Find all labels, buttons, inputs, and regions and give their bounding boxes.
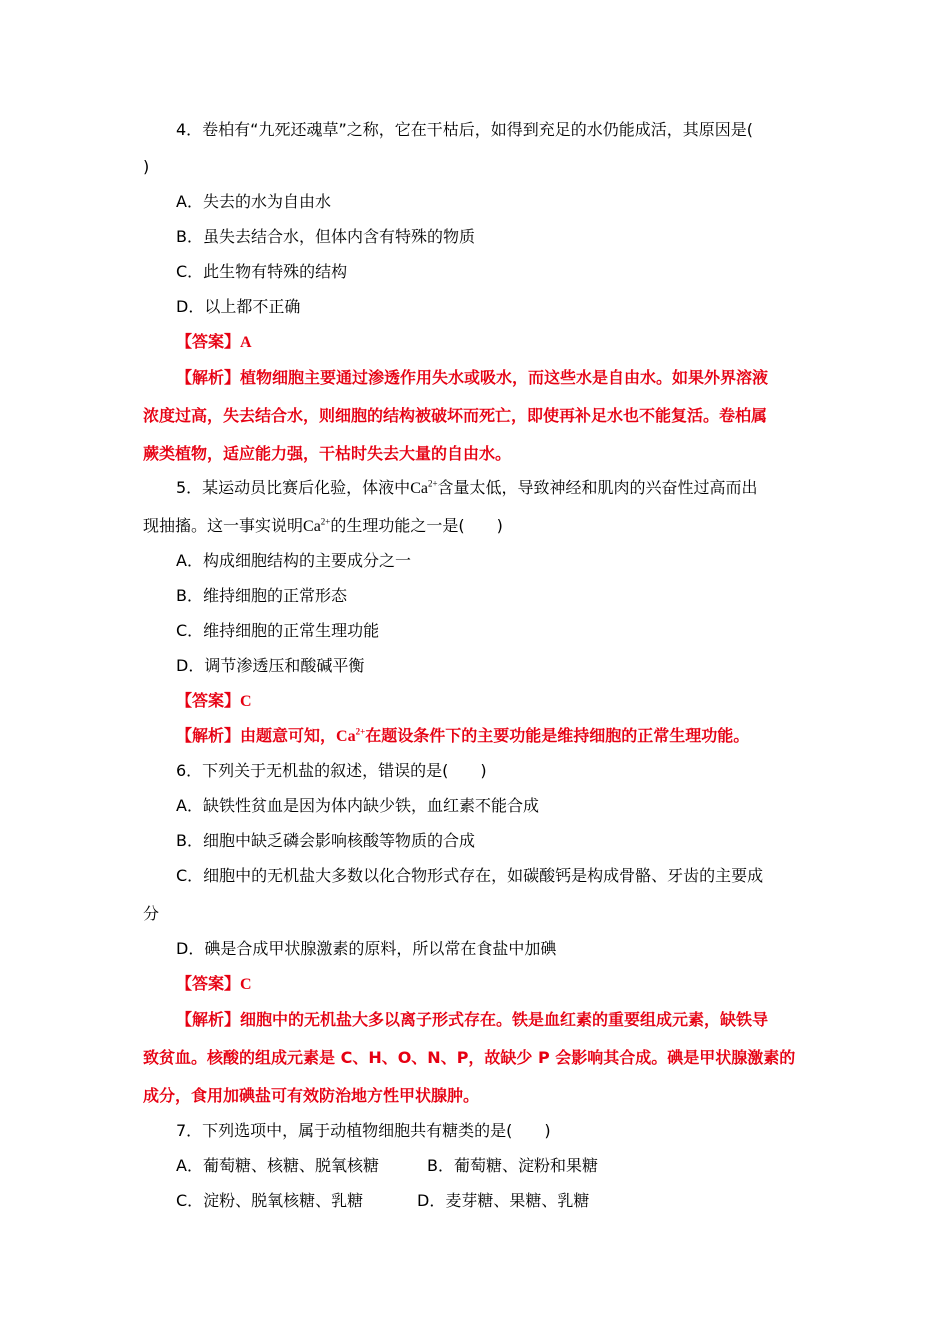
q6-stem: 6．下列关于无机盐的叙述，错误的是( ) — [176, 761, 487, 780]
q6-answer — [176, 974, 252, 995]
q5-stem-text: 的生理功能之一是( ) — [330, 516, 503, 535]
q7-option-c: C．淀粉、脱氧核糖、乳糖 — [176, 1191, 364, 1210]
explanation-text: 细胞中的无机盐大多以离子形式存在。铁是血红素的重要组成元素，缺铁导 — [240, 1010, 769, 1029]
ion-charge: 2+ — [320, 516, 331, 527]
answer-label: 【答案】 — [176, 332, 241, 351]
answer-label: 【答案】 — [176, 974, 241, 993]
explanation-text: 由题意可知， — [240, 726, 337, 745]
answer-value: C — [240, 976, 252, 993]
q5-option-d: D．调节渗透压和酸碱平衡 — [176, 656, 365, 675]
answer-value: A — [240, 334, 252, 351]
q7-options-row2 — [176, 1191, 736, 1211]
q4-option-a: A．失去的水为自由水 — [176, 192, 331, 211]
q4-option-d: D．以上都不正确 — [176, 297, 301, 316]
q6-option-c: C．细胞中的无机盐大多数以化合物形式存在，如碳酸钙是构成骨骼、牙齿的主要成 — [176, 866, 764, 885]
answer-value: C — [240, 693, 252, 710]
q4-explanation — [176, 368, 768, 388]
ion-symbol: Ca — [336, 728, 356, 745]
q6-option-a: A．缺铁性贫血是因为体内缺少铁，血红素不能合成 — [176, 796, 539, 815]
q5-stem-text: 现抽搐。这一事实说明 — [143, 516, 304, 535]
q6-option-b: B．细胞中缺乏磷会影响核酸等物质的合成 — [176, 831, 475, 850]
ion-charge: 2+ — [355, 726, 366, 737]
explanation-label: 【解析】 — [176, 368, 241, 387]
q5-answer — [176, 691, 252, 712]
explanation-label: 【解析】 — [176, 726, 241, 745]
q5-stem-text: 含量太低，导致神经和肌肉的兴奋性过高而出 — [437, 478, 758, 497]
q5-explanation — [176, 726, 749, 747]
ion-symbol: Ca — [410, 480, 428, 497]
ion-charge: 2+ — [427, 478, 438, 489]
q4-answer — [176, 332, 252, 353]
q6-explanation-line3: 成分，食用加碘盐可有效防治地方性甲状腺肿。 — [143, 1086, 480, 1105]
explanation-text: 在题设条件下的主要功能是维持细胞的正常生理功能。 — [365, 726, 750, 745]
explanation-label: 【解析】 — [176, 1010, 241, 1029]
q4-option-c: C．此生物有特殊的结构 — [176, 262, 348, 281]
q5-option-a: A．构成细胞结构的主要成分之一 — [176, 551, 411, 570]
q5-stem-text: 5．某运动员比赛后化验，体液中 — [176, 478, 411, 497]
q7-stem: 7．下列选项中，属于动植物细胞共有糖类的是( ) — [176, 1121, 551, 1140]
q5-option-b: B．维持细胞的正常形态 — [176, 586, 347, 605]
q7-option-a: A．葡萄糖、核糖、脱氧核糖 — [176, 1156, 379, 1175]
explanation-text: 植物细胞主要通过渗透作用失水或吸水，而这些水是自由水。如果外界溶液 — [240, 368, 769, 387]
q5-stem — [176, 478, 758, 499]
ion-symbol: Ca — [303, 518, 321, 535]
q6-option-c-cont: 分 — [143, 904, 160, 923]
q4-explanation-line2: 浓度过高，失去结合水，则细胞的结构被破坏而死亡，即使再补足水也不能复活。卷柏属 — [143, 406, 768, 425]
q4-stem-cont: ) — [143, 157, 150, 176]
q4-stem: 4．卷柏有“九死还魂草”之称，它在干枯后，如得到充足的水仍能成活，其原因是( — [176, 120, 754, 139]
q7-option-b: B．葡萄糖、淀粉和果糖 — [427, 1156, 598, 1175]
q6-explanation-line2: 致贫血。核酸的组成元素是 C、H、O、N、P，故缺少 P 会影响其合成。碘是甲状腺激素的 — [143, 1048, 796, 1067]
q4-option-b: B．虽失去结合水，但体内含有特殊的物质 — [176, 227, 475, 246]
q5-stem-cont — [143, 516, 503, 537]
q5-option-c: C．维持细胞的正常生理功能 — [176, 621, 380, 640]
q4-explanation-line3: 蕨类植物，适应能力强，干枯时失去大量的自由水。 — [143, 444, 512, 463]
q7-options-row1 — [176, 1156, 736, 1176]
answer-label: 【答案】 — [176, 691, 241, 710]
q7-option-d: D．麦芽糖、果糖、乳糖 — [417, 1191, 590, 1210]
q6-explanation — [176, 1010, 768, 1030]
q6-option-d: D．碘是合成甲状腺激素的原料，所以常在食盐中加碘 — [176, 939, 557, 958]
